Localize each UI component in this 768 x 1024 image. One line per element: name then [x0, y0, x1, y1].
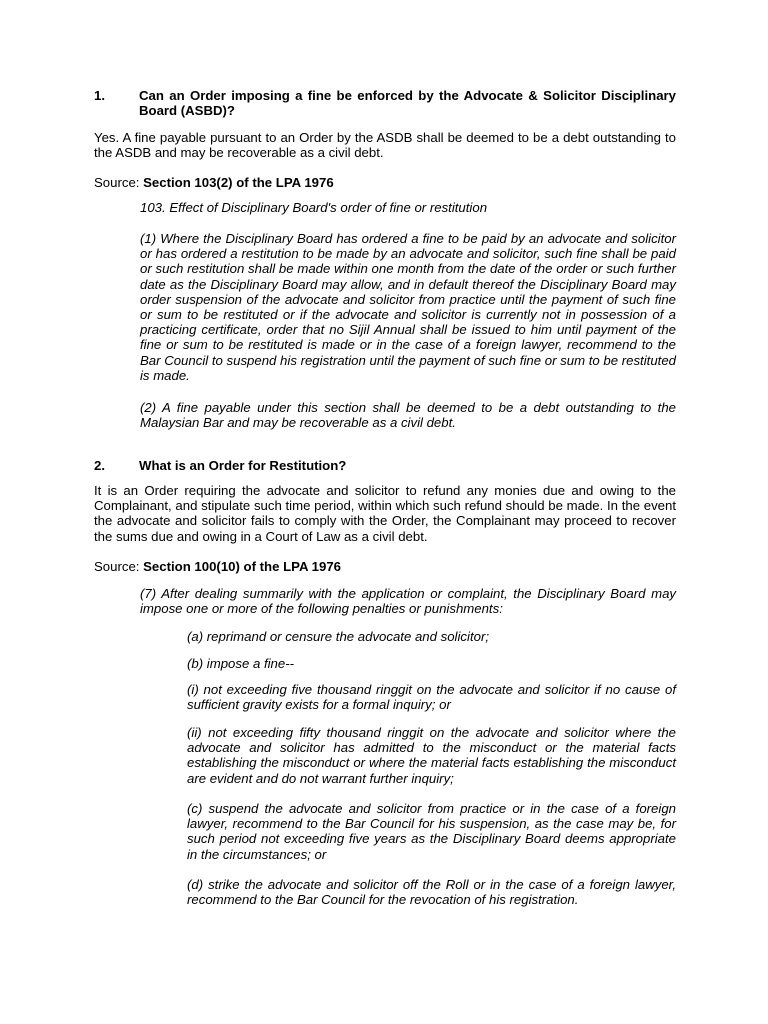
question-heading-1: [94, 88, 676, 118]
answer-paragraph-1: Yes. A fine payable pursuant to an Order by the ASDB shall be deemed to be a debt outstanding to the ASDB and may be recoverable as a civil debt.: [94, 130, 676, 161]
penalty-item-b-ii: (ii) not exceeding fifty thousand ringgit on the advocate and solicitor where the advocate and solicitor has admitted to the misconduct or the material facts establishing the misconduct or where the material facts establishing the misconduct are evident and do not warrant further inquiry;: [187, 725, 676, 786]
quote-intro-2: (7) After dealing summarily with the application or complaint, the Disciplinary Board may impose one or more of the following penalties or punishments:: [140, 586, 676, 617]
question-number-1: 1.: [94, 88, 105, 103]
source-line-1: [94, 175, 676, 190]
quote-paragraph-1: (1) Where the Disciplinary Board has ordered a fine to be paid by an advocate and solicitor or has ordered a restitution to be made by an advocate and solicitor, such fine shall be paid or such restitution shall be made within one month from the date of the order or such further date as the Disciplinary Board may allow, and in default thereof the Disciplinary Board may order suspension of the advocate and solicitor from practice until the payment of such fine or sum to be restituted or if the advocate and solicitor is currently not in possession of a practicing certificate, order that no Sijil Annual shall be issued to him until payment of the fine or sum to be restituted is made or in the case of a foreign lawyer, recommend to the Bar Council to suspend his registration until the payment of such fine or sum to be restituted is made.: [140, 231, 676, 383]
source-label-2: Source:: [94, 559, 140, 574]
penalty-item-b-i: (i) not exceeding five thousand ringgit on the advocate and solicitor if no cause of sufficient gravity exists for a formal inquiry; or: [187, 682, 676, 713]
quote-heading-1: 103. Effect of Disciplinary Board's order of fine or restitution: [140, 200, 488, 215]
penalty-item-a: (a) reprimand or censure the advocate and solicitor;: [187, 629, 489, 644]
source-line-2: [94, 559, 676, 574]
question-text-2: What is an Order for Restitution?: [139, 458, 347, 473]
penalty-item-b: (b) impose a fine--: [187, 656, 295, 671]
source-reference-1: Section 103(2) of the LPA 1976: [143, 175, 334, 190]
penalty-item-c: (c) suspend the advocate and solicitor from practice or in the case of a foreign lawyer, recommend to the Bar Council for his suspension, as the case may be, for such period not exceeding five years as the Disciplinary Board deems appropriate in the circumstances; or: [187, 801, 676, 862]
quote-paragraph-2: (2) A fine payable under this section shall be deemed to be a debt outstanding to the Malaysian Bar and may be recoverable as a civil debt.: [140, 400, 676, 431]
question-heading-2: [94, 458, 676, 473]
penalty-item-d: (d) strike the advocate and solicitor off the Roll or in the case of a foreign lawyer, recommend to the Bar Council for the revocation of his registration.: [187, 877, 676, 908]
question-text-1: Can an Order imposing a fine be enforced by the Advocate & Solicitor Disciplinary Board (ASBD)?: [139, 88, 676, 119]
source-reference-2: Section 100(10) of the LPA 1976: [143, 559, 342, 574]
source-label-1: Source:: [94, 175, 140, 190]
question-number-2: 2.: [94, 458, 105, 473]
answer-paragraph-2: It is an Order requiring the advocate and solicitor to refund any monies due and owing to the Complainant, and stipulate such time period, within which such refund should be made. In the event the advocate and solicitor fails to comply with the Order, the Complainant may proceed to recover the sums due and owing in a Court of Law as a civil debt.: [94, 483, 676, 544]
